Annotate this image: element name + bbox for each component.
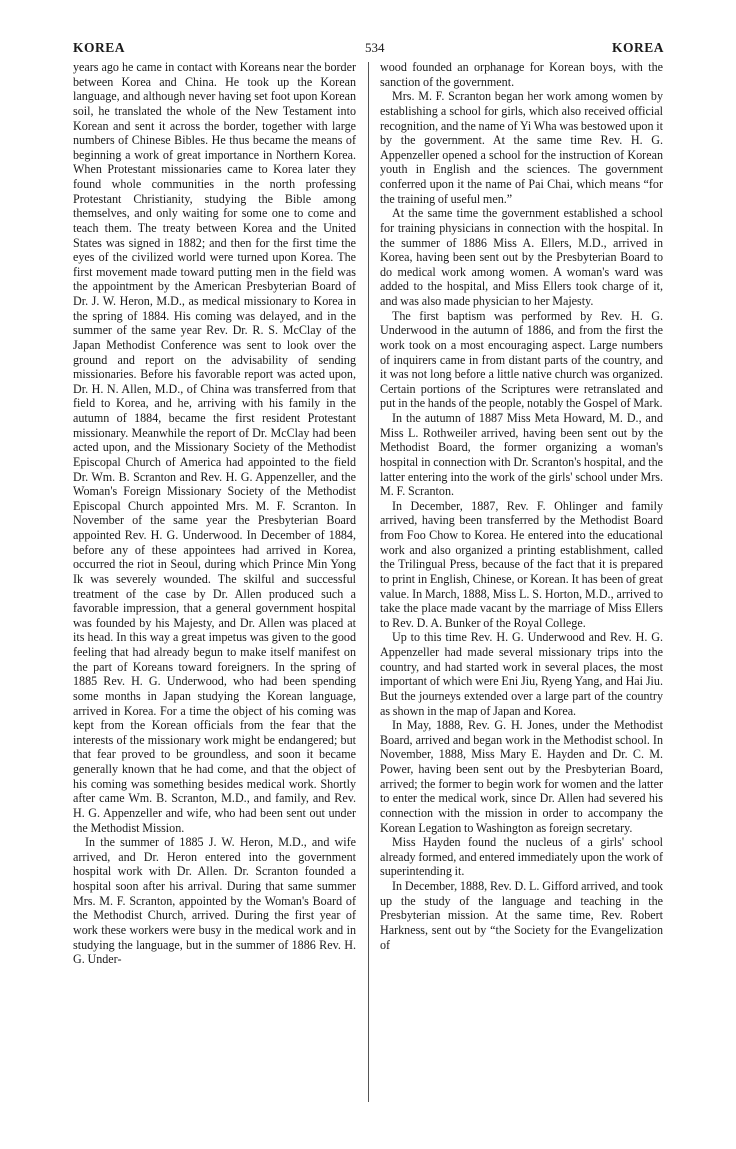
- running-head-left: KOREA: [73, 40, 126, 55]
- paragraph: Up to this time Rev. H. G. Underwood and Rev. H. G. Appenzeller had made several missionary trips into the country, and had started work in several places, the most important of which were Eni Jiu, Ryeng Yang, and Hai Jiu. But the journeys extended over a large part of the country as shown in the map of Japan and Korea.: [380, 630, 663, 718]
- paragraph: In May, 1888, Rev. G. H. Jones, under the Methodist Board, arrived and began work in the Methodist school. In November, 1888, Miss Mary E. Hayden and Dr. C. M. Power, having been sent out by the Presbyterian Board, arrived; the former to begin work for women and the latter to enter the medical work, since Dr. Allen had severed his connection with the mission in order to accompany the Korean Legation to Washington as foreign secretary.: [380, 718, 663, 835]
- paragraph: In the summer of 1885 J. W. Heron, M.D., and wife arrived, and Dr. Heron entered into the government hospital work with Dr. Allen. Dr. Scranton founded a hospital soon after his arrival. During that same summer Mrs. M. F. Scranton, appointed by the Woman's Board of the Methodist Church, arrived. During the first year of work these workers were busy in the medical work and in studying the language, but in the summer of 1886 Rev. H. G. Under-: [73, 835, 356, 967]
- paragraph: Mrs. M. F. Scranton began her work among women by establishing a school for girls, which also received official recognition, and the name of Yi Wha was bestowed upon it by the government. At the same time Rev. H. G. Appenzeller opened a school for the instruction of Korean youth in English and the sciences. The government conferred upon it the name of Pai Chai, which means “for the training of useful men.”: [380, 89, 663, 206]
- paragraph: years ago he came in contact with Koreans near the border between Korea and China. He took up the Korean language, and although never having set foot upon Korean soil, he translated the whole of the New Testament into Korean and sent it across the border, together with large numbers of Chinese Bibles. He thus became the means of beginning a work of great importance in Northern Korea. When Protestant missionaries came to Korea later they found whole communities in the north professing Protestant Christianity, studying the Bible among themselves, and only waiting for some one to come and teach them. The treaty between Korea and the United States was signed in 1882; and then for the first time the eyes of the civilized world were turned upon Korea. The first movement made toward putting men in the field was the appointment by the American Presbyterian Board of Dr. J. W. Heron, M.D., as medical missionary to Korea in the spring of 1884. His coming was delayed, and in the summer of the same year Rev. Dr. R. S. McClay of the Japan Methodist Conference was sent to look over the ground and report on the advisability of sending missionaries. Before his favorable report was acted upon, Dr. H. N. Allen, M.D., of China was transferred from that field to Korea, and he, arriving with his family in the autumn of 1884, became the first resident Protestant missionary. Meanwhile the report of Dr. McClay had been acted upon, and the Missionary Society of the Methodist Episcopal Church of America had appointed to the field Dr. Wm. B. Scranton and Rev. H. G. Appenzeller, and the Woman's Foreign Missionary Society of the Methodist Episcopal Church appointed Mrs. M. F. Scranton. In November of the same year the Presbyterian Board appointed Rev. H. G. Underwood. In December of 1884, before any of these appointees had arrived in Korea, occurred the riot in Seoul, during which Prince Min Yong Ik was severely wounded. The skilful and successful treatment of the case by Dr. Allen produced such a favorable impression, that a general government hospital was founded by his Majesty, and Dr. Allen was placed at its head. In this way a great impetus was given to the good feeling that had already begun to make itself manifest on the part of Koreans toward foreigners. In the spring of 1885 Rev. H. G. Underwood, who had been spending some months in Japan studying the Korean language, arrived in Korea. For a time the object of his coming was kept from the Korean officials from the fear that the interests of the missionary work might be endangered; but that fear proved to be groundless, and soon it became generally known that he had come, and that the object of his coming was something besides medical work. Shortly after came Wm. B. Scranton, M.D., and family, and Rev. H. G. Appenzeller and wife, who had been sent out under the Methodist Mission.: [73, 60, 356, 835]
- page-number: 534: [365, 40, 385, 55]
- paragraph: In the autumn of 1887 Miss Meta Howard, M. D., and Miss L. Rothweiler arrived, having been sent out by the Methodist Board, the former organizing a woman's hospital in connection with Dr. Scranton's hospital, and the latter entering into the work of the girls' school under Mrs. M. F. Scranton.: [380, 411, 663, 499]
- paragraph: wood founded an orphanage for Korean boys, with the sanction of the government.: [380, 60, 663, 89]
- paragraph: The first baptism was performed by Rev. H. G. Underwood in the autumn of 1886, and from the first the work took on a most encouraging aspect. Large numbers of inquirers came in from distant parts of the country, and it was not long before a little native church was organized. Certain portions of the Scriptures were retranslated and put in the hands of the people, notably the Gospel of Mark.: [380, 308, 663, 411]
- page-header: [73, 40, 664, 60]
- right-column: [380, 60, 663, 952]
- column-divider: [368, 62, 369, 1102]
- paragraph: Miss Hayden found the nucleus of a girls' school already formed, and entered immediately upon the work of superintending it.: [380, 835, 663, 879]
- paragraph: At the same time the government established a school for training physicians in connection with the hospital. In the summer of 1886 Miss A. Ellers, M.D., arrived in Korea, having been sent out by the Presbyterian Board to do medical work among women. A woman's ward was added to the hospital, and Miss Ellers took charge of it, and was also made physician to her Majesty.: [380, 206, 663, 308]
- left-column: [73, 60, 356, 967]
- running-head-right: KOREA: [611, 40, 664, 55]
- paragraph: In December, 1888, Rev. D. L. Gifford arrived, and took up the study of the language and teaching in the Presbyterian mission. At the same time, Rev. Robert Harkness, sent out by “the Society for the Evangelization of: [380, 879, 663, 952]
- paragraph: In December, 1887, Rev. F. Ohlinger and family arrived, having been transferred by the Methodist Board from Foo Chow to Korea. He entered into the educational work and also organized a printing establishment, called the Trilingual Press, because of the fact that it is prepared to print in English, Chinese, or Korean. It has been of great value. In March, 1888, Miss L. S. Horton, M.D., arrived to take the place made vacant by the marriage of Miss Ellers to Rev. D. A. Bunker of the Royal College.: [380, 498, 663, 630]
